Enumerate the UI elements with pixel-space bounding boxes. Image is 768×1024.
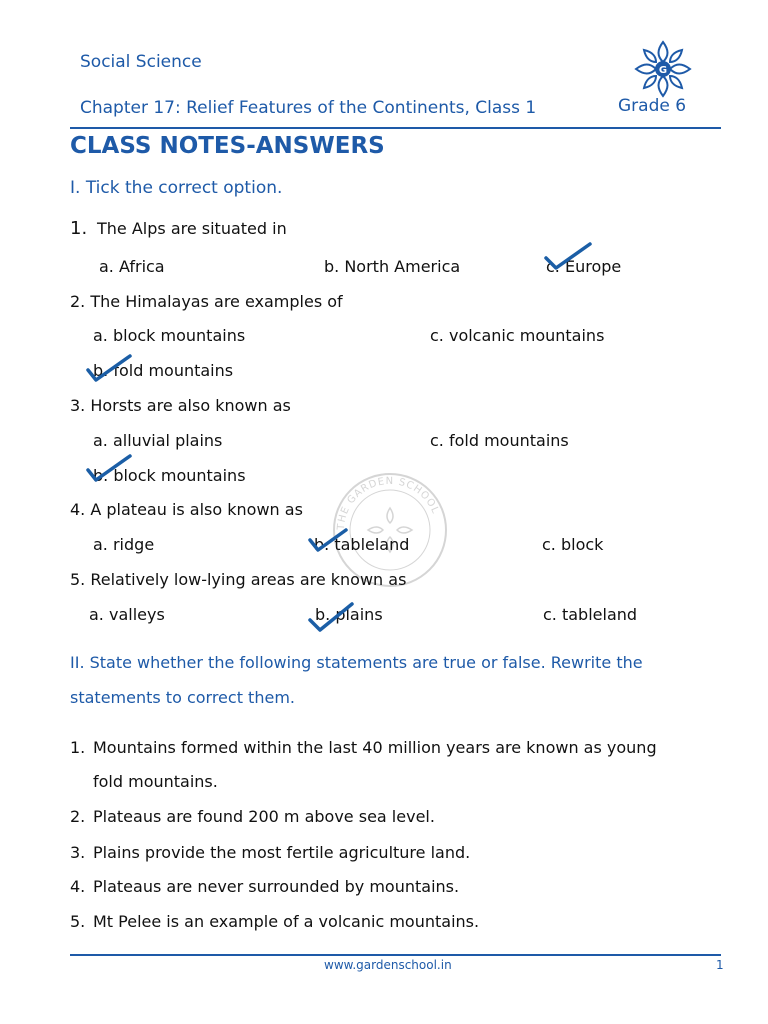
footer-divider: [70, 954, 721, 956]
statement-1-number: 1.: [70, 738, 86, 757]
q2-option-b[interactable]: b. fold mountains: [93, 361, 234, 380]
statement-1-text-continued: fold mountains.: [93, 772, 218, 791]
question-5-text: 5. Relatively low-lying areas are known as: [70, 570, 407, 589]
section-2-heading-line-1: II. State whether the following statements are true or false. Rewrite the: [70, 653, 643, 672]
q5-option-b[interactable]: b. plains: [315, 605, 383, 624]
statement-3-text: Plains provide the most fertile agriculture land.: [93, 843, 471, 862]
statement-2-number: 2.: [70, 807, 86, 826]
page-number: 1: [716, 958, 724, 972]
question-1-text: The Alps are situated in: [97, 219, 287, 238]
svg-text:THE GARDEN SCHOOL: [336, 476, 441, 531]
statement-5-text: Mt Pelee is an example of a volcanic mountains.: [93, 912, 480, 931]
q3-option-c[interactable]: c. fold mountains: [430, 431, 569, 450]
statement-4-number: 4.: [70, 877, 86, 896]
section-1-heading: I. Tick the correct option.: [70, 178, 283, 198]
q4-option-b[interactable]: b. tableland: [314, 535, 410, 554]
q5-option-a[interactable]: a. valleys: [89, 605, 165, 624]
checkmark-icon: [306, 524, 360, 556]
statement-2-text: Plateaus are found 200 m above sea level.: [93, 807, 435, 826]
q2-option-c[interactable]: c. volcanic mountains: [430, 326, 605, 345]
statement-4-text: Plateaus are never surrounded by mountains.: [93, 877, 460, 896]
subject-label: Social Science: [80, 52, 202, 72]
q1-option-a[interactable]: a. Africa: [99, 257, 165, 276]
watermark-text: THE GARDEN SCHOOL: [335, 476, 441, 531]
checkmark-icon: [84, 452, 138, 484]
question-2-text: 2. The Himalayas are examples of: [70, 292, 343, 311]
question-1-number: 1.: [70, 218, 88, 239]
chapter-title: Chapter 17: Relief Features of the Continents, Class 1: [80, 98, 537, 118]
page-title: CLASS NOTES-ANSWERS: [70, 133, 385, 159]
q1-option-b[interactable]: b. North America: [324, 257, 461, 276]
logo-letter: G: [658, 65, 668, 76]
question-3-text: 3. Horsts are also known as: [70, 396, 291, 415]
checkmark-icon: [542, 240, 596, 272]
statement-1-text: Mountains formed within the last 40 million years are known as young: [93, 738, 657, 757]
checkmark-icon: [304, 600, 358, 632]
q2-option-a[interactable]: a. block mountains: [93, 326, 246, 345]
q1-option-c[interactable]: c. Europe: [546, 257, 622, 276]
q4-option-a[interactable]: a. ridge: [93, 535, 155, 554]
statement-3-number: 3.: [70, 843, 86, 862]
q3-option-a[interactable]: a. alluvial plains: [93, 431, 223, 450]
q4-option-c[interactable]: c. block: [542, 535, 604, 554]
checkmark-icon: [84, 352, 138, 384]
statement-5-number: 5.: [70, 912, 86, 931]
question-4-text: 4. A plateau is also known as: [70, 500, 303, 519]
q3-option-b[interactable]: b. block mountains: [93, 466, 246, 485]
footer-website-link[interactable]: www.gardenschool.in: [324, 958, 452, 972]
q5-option-c[interactable]: c. tableland: [543, 605, 638, 624]
header-divider: [70, 127, 721, 129]
flower-logo-icon: [632, 38, 694, 100]
grade-label: Grade 6: [618, 96, 687, 116]
section-2-heading-line-2: statements to correct them.: [70, 688, 295, 707]
